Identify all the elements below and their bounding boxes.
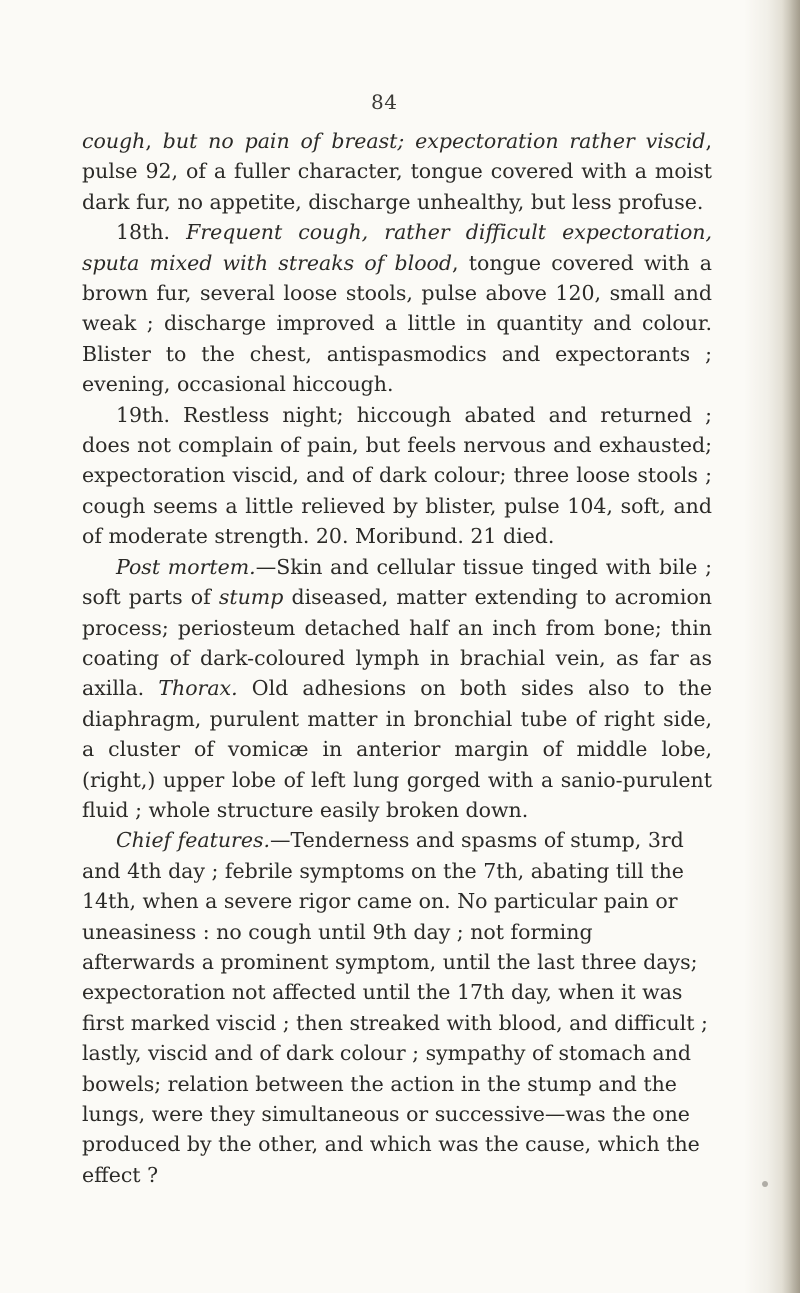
ink-spot (762, 1181, 768, 1187)
text-segment: —Tenderness and spasms of stump, 3rd and 4th day ; febrile symptoms on the 7th, abating till the 14th, when a severe rigor came on. No particular pain or uneasiness : no cough until 9th day ; not forming afterwards a prominent symptom, until the last three days; expectoration not affected until the 17th day, when it was first marked viscid ; then streaked with blood, and difficult ; lastly, viscid and of dark colour ; sympathy of stomach and bowels; relation between the action in the stump and the lungs, were they simultaneous or successive—was the one produced by the other, and which was the cause, which the effect ? (82, 828, 708, 1187)
page-number: 84 (371, 90, 398, 114)
text-segment: Old adhesions on both sides also to the diaphragm, purulent matter in bronchial tube of right side, a cluster of vomicæ in anterior margin of middle lobe, (right,) upper lobe of left lung gorged with a sanio-purulent fluid ; whole structure easily broken down. (82, 676, 712, 822)
paragraph-4 (82, 552, 712, 826)
text-segment: —Skin and cellular tissue tinged with bile ; soft parts of (82, 554, 712, 610)
text-segment: Frequent cough, rather difficult expectoration, sputa mixed with streaks of blood (82, 220, 712, 275)
text-segment: stump (218, 585, 284, 610)
paragraph-2 (82, 217, 712, 399)
text-segment: , (145, 129, 163, 153)
text-segment: , pulse 92, of a fuller character, tongue covered with a moist dark fur, no appetite, discharge unhealthy, but less profuse. (82, 129, 712, 214)
text-segment: Post mortem. (116, 554, 256, 579)
page-edge-shadow (782, 0, 800, 1293)
paragraph-1 (82, 126, 712, 217)
text-segment: 18th. (116, 220, 187, 245)
text-segment: cough (82, 129, 146, 153)
text-segment: diseased, matter extending to acromion process; periosteum detached half an inch from bone; thin coating of dark-coloured lymph in brachial vein, as far as axilla. (82, 585, 712, 701)
text-segment: 19th. Restless night; hiccough abated and returned ; does not complain of pain, but feels nervous and exhausted; expectoration viscid, and of dark colour; three loose stools ; cough seems a little relieved by blister, pulse 104, soft, and of moderate strength. 20. Moribund. 21 died. (82, 402, 712, 549)
text-segment: , tongue covered with a brown fur, several loose stools, pulse above 120, small and weak ; discharge improved a little in quantity and colour. Blister to the chest, antispasmodics and expectorants ; evening, occasional hiccough. (82, 250, 712, 397)
body-text (82, 126, 712, 1190)
paragraph-5 (82, 825, 712, 1190)
text-segment: but no pain of breast; expectoration rather viscid (162, 129, 706, 153)
text-segment: Chief features. (116, 828, 271, 853)
paragraph-3 (82, 400, 712, 552)
text-segment: Thorax. (158, 676, 238, 701)
